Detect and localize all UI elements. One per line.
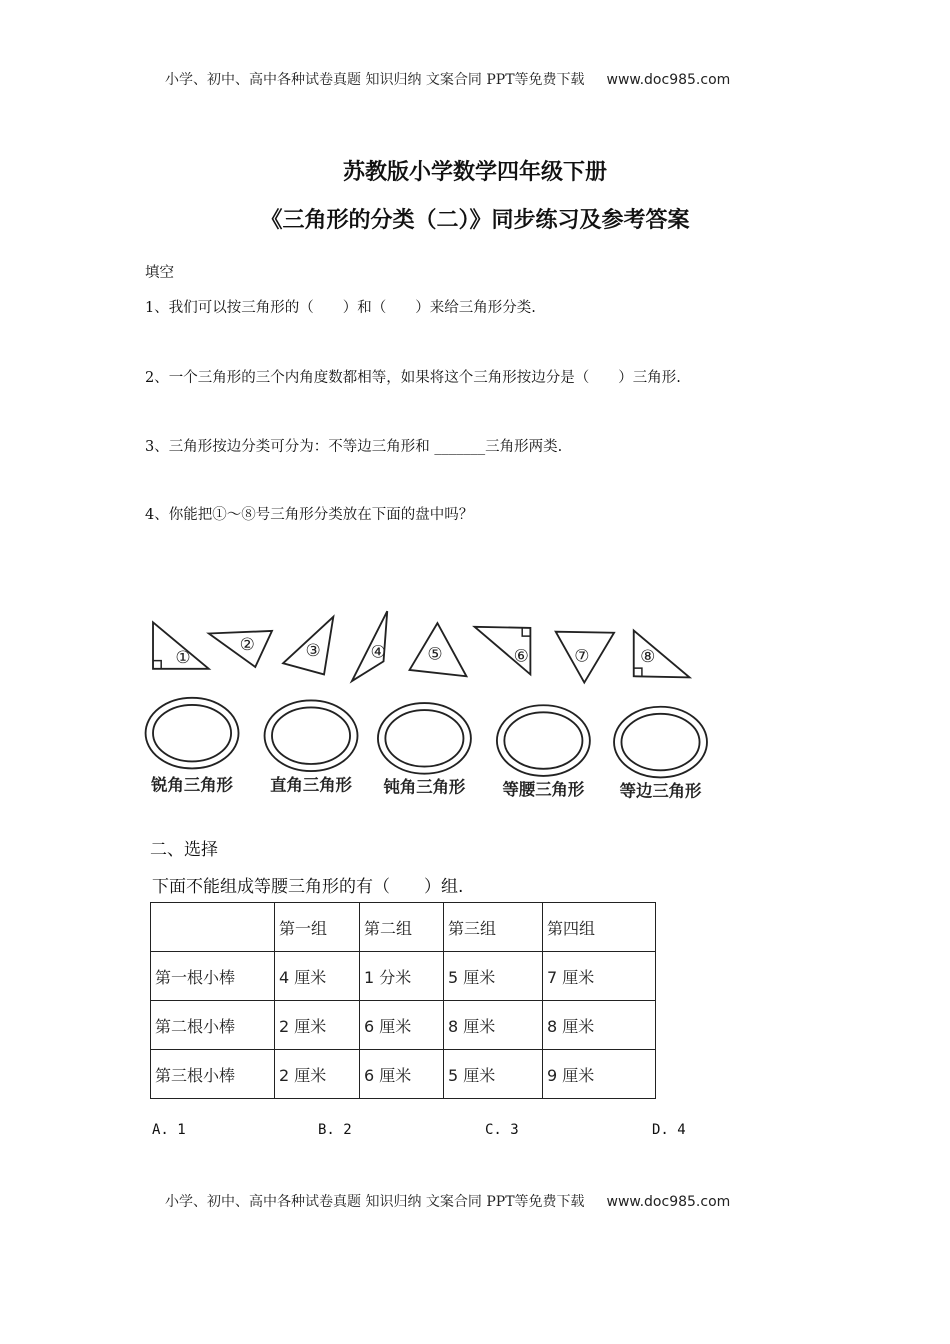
table-row xyxy=(151,1001,656,1050)
triangle-label: ⑤ xyxy=(427,644,443,665)
table-row xyxy=(151,1050,656,1099)
triangle-1 xyxy=(153,622,209,668)
option-a: A. 1 xyxy=(152,1122,186,1138)
triangle-7 xyxy=(556,632,614,683)
plate-isosceles xyxy=(497,705,590,799)
table-row xyxy=(151,952,656,1001)
table-cell: 8 厘米 xyxy=(444,1001,543,1050)
plate-label: 等腰三角形 xyxy=(502,779,585,799)
table-cell: 4 厘米 xyxy=(275,952,360,1001)
plate-label: 锐角三角形 xyxy=(151,775,233,795)
table-header-row xyxy=(151,903,656,952)
triangle-6 xyxy=(475,627,531,675)
triangle-label: ③ xyxy=(305,640,321,661)
table-cell: 7 厘米 xyxy=(543,952,656,1001)
triangle-label: ① xyxy=(175,648,191,669)
option-d: D. 4 xyxy=(652,1122,686,1138)
footer-text: 小学、初中、高中各种试卷真题 知识归纳 文案合同 PPT等免费下载 xyxy=(165,1194,585,1210)
sticks-table xyxy=(150,902,656,1099)
page-footer xyxy=(165,1191,730,1211)
page-header xyxy=(165,69,730,89)
table-header-cell: 第三组 xyxy=(444,903,543,952)
table-cell: 6 厘米 xyxy=(360,1001,444,1050)
plate-label: 钝角三角形 xyxy=(383,777,466,797)
option-b: B. 2 xyxy=(318,1122,352,1138)
plate-label: 直角三角形 xyxy=(270,775,352,795)
triangle-label: ④ xyxy=(370,642,386,663)
section1-label: 填空 xyxy=(145,265,174,281)
plate-acute xyxy=(146,698,239,795)
triangle-label: ⑥ xyxy=(513,646,529,667)
triangle-5 xyxy=(410,623,467,676)
triangle-label: ⑧ xyxy=(640,647,656,668)
header-url[interactable]: www.doc985.com xyxy=(606,72,731,88)
section2-label: 二、选择 xyxy=(150,840,218,860)
table-cell: 第一根小棒 xyxy=(151,952,275,1001)
table-cell: 8 厘米 xyxy=(543,1001,656,1050)
table-cell: 5 厘米 xyxy=(444,1050,543,1099)
triangle-label: ② xyxy=(239,635,255,656)
plate-equilateral xyxy=(614,707,707,801)
triangle-label: ⑦ xyxy=(574,646,590,667)
table-cell: 第二根小棒 xyxy=(151,1001,275,1050)
table-header-cell: 第一组 xyxy=(275,903,360,952)
question-3: 3、三角形按边分类可分为：不等边三角形和 _______三角形两类. xyxy=(145,439,563,455)
table-header-cell: 第四组 xyxy=(543,903,656,952)
question-4: 4、你能把①～⑧号三角形分类放在下面的盘中吗？ xyxy=(145,507,474,523)
table-cell: 5 厘米 xyxy=(444,952,543,1001)
triangle-2 xyxy=(209,631,272,667)
question-2: 2、一个三角形的三个内角度数都相等，如果将这个三角形按边分是（ ）三角形. xyxy=(145,370,681,386)
footer-url[interactable]: www.doc985.com xyxy=(606,1194,731,1210)
table-header-cell: 第二组 xyxy=(360,903,444,952)
header-text: 小学、初中、高中各种试卷真题 知识归纳 文案合同 PPT等免费下载 xyxy=(165,72,585,88)
plate-label: 等边三角形 xyxy=(619,781,702,801)
choice-question: 下面不能组成等腰三角形的有（ ）组. xyxy=(152,877,464,897)
triangle-4 xyxy=(352,611,387,681)
table-header-cell xyxy=(151,903,275,952)
option-c: C. 3 xyxy=(485,1122,519,1138)
table-cell: 6 厘米 xyxy=(360,1050,444,1099)
plate-obtuse xyxy=(378,703,471,797)
plate-right xyxy=(265,700,358,794)
table-cell: 2 厘米 xyxy=(275,1050,360,1099)
table-cell: 9 厘米 xyxy=(543,1050,656,1099)
triangle-figure xyxy=(140,600,720,812)
triangle-3 xyxy=(283,617,333,675)
triangle-8 xyxy=(634,631,690,678)
question-1: 1、我们可以按三角形的（ ）和（ ）来给三角形分类. xyxy=(145,300,536,316)
title-line-1: 苏教版小学数学四年级下册 xyxy=(342,159,607,185)
title-line-2: 《三角形的分类（二）》同步练习及参考答案 xyxy=(260,207,690,233)
table-cell: 第三根小棒 xyxy=(151,1050,275,1099)
table-cell: 1 分米 xyxy=(360,952,444,1001)
table-cell: 2 厘米 xyxy=(275,1001,360,1050)
